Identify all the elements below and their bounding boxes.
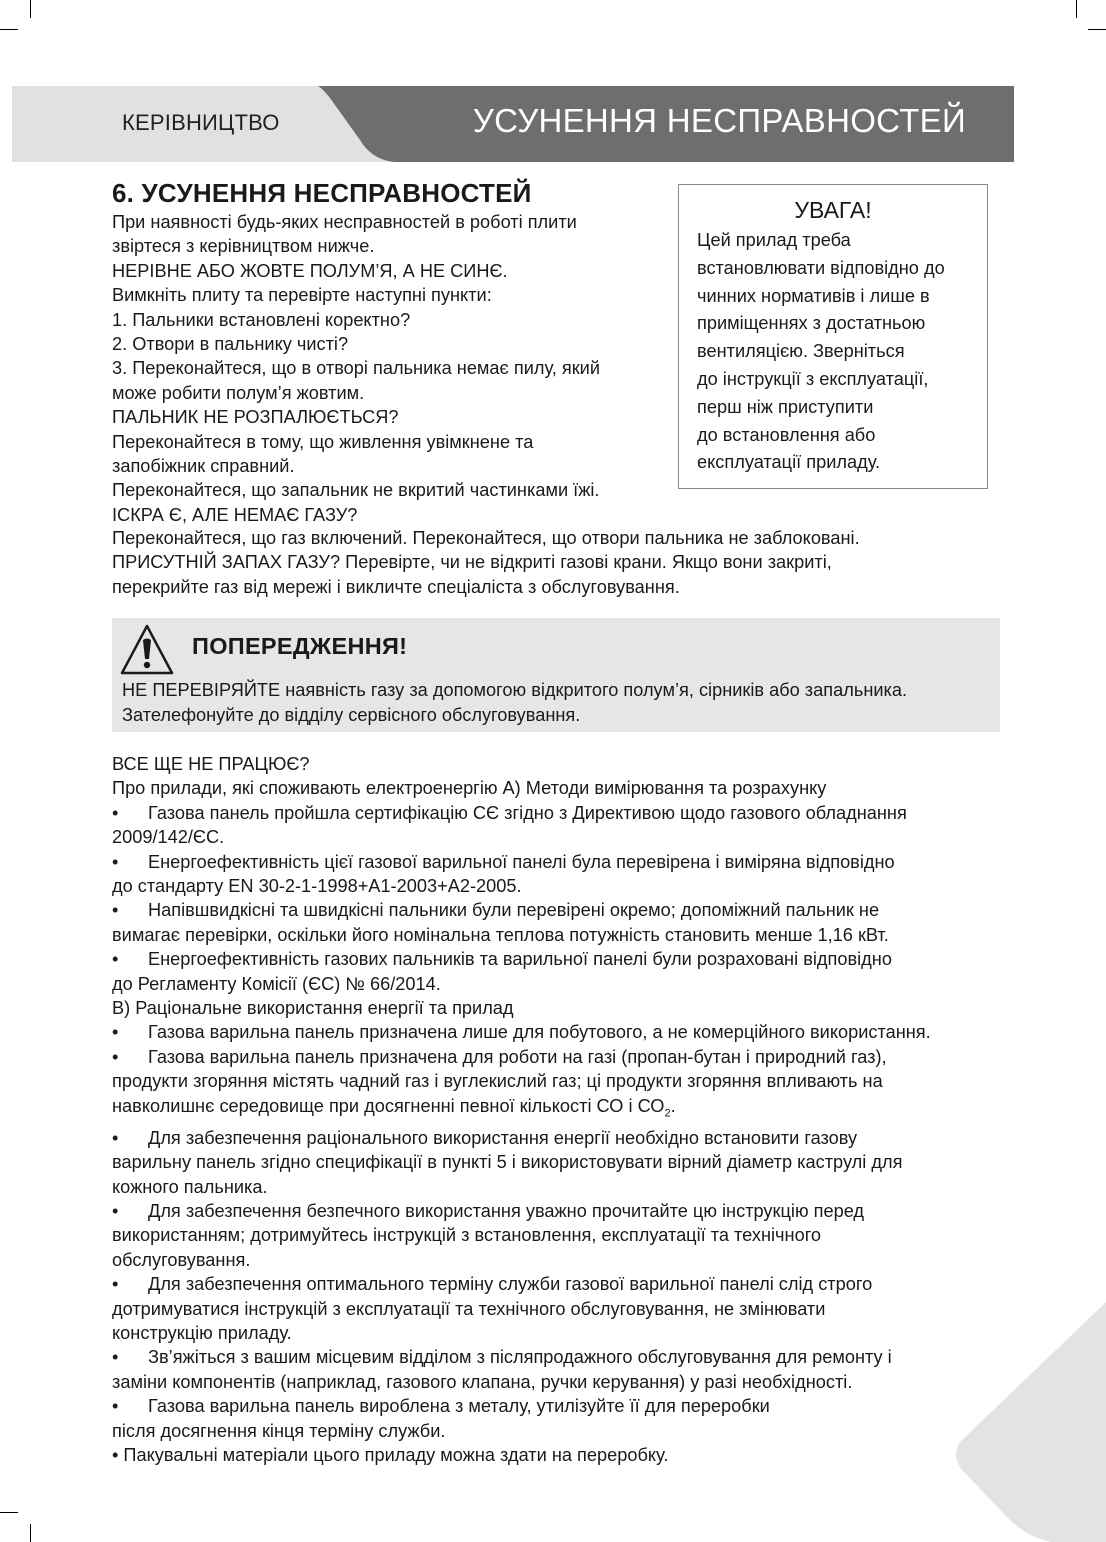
text-line: НЕ ПЕРЕВІРЯЙТЕ наявність газу за допомогою відкритого полум’я, сірників або запальника. <box>122 680 908 700</box>
bullet: • <box>112 900 119 921</box>
warning-title: ПОПЕРЕДЖЕННЯ! <box>192 633 408 659</box>
header-left-title: КЕРІВНИЦТВО <box>122 110 280 135</box>
list-item-text: навколишнє середовище при досягненні певної кількості СО і СО <box>112 1095 665 1116</box>
list-item-text: Зв’яжіться з вашим місцевим відділом з післяпродажного обслуговування для ремонту і <box>148 1347 892 1368</box>
text-line: звіртеся з керівництвом нижче. <box>112 236 375 257</box>
list-item <box>112 801 1012 825</box>
bullet: • <box>112 1347 119 1368</box>
text-line: 2. Отвори в пальнику чисті? <box>112 334 349 355</box>
list-item <box>112 1045 1012 1069</box>
intro-line: Про прилади, які споживають електроенергію А) Методи вимірювання та розрахунку <box>112 778 827 799</box>
list-item <box>112 850 1012 874</box>
text-line: до інструкції з експлуатації, <box>697 368 929 389</box>
text-line: встановлювати відповідно до <box>697 257 945 278</box>
list-item-continuation: кожного пальника. <box>112 1176 268 1197</box>
text-line: до встановлення або <box>697 424 876 445</box>
list-item <box>112 1272 1012 1296</box>
text-line: 3. Переконайтеся, що в отворі пальника немає пилу, який <box>112 358 601 379</box>
list-item <box>112 898 1012 922</box>
list-item-continuation: конструкцію приладу. <box>112 1322 292 1343</box>
text-line: приміщеннях з достатньою <box>697 313 926 334</box>
bullet: • <box>112 1274 119 1295</box>
list-item-text: Для забезпечення оптимального терміну служби газової варильної панелі слід строго <box>148 1274 873 1295</box>
text-line: Переконайтеся, що газ включений. Переконайтеся, що отвори пальника не заблоковані. <box>112 528 860 548</box>
list-item <box>112 1199 1012 1223</box>
bullet: • <box>112 1127 119 1148</box>
warning-triangle-icon <box>118 622 176 678</box>
text-line: ІСКРА Є, АЛЕ НЕМАЄ ГАЗУ? <box>112 504 358 525</box>
list-item-continuation: варильну панель згідно специфікації в пункті 5 і використовувати вірний діаметр каструлі для <box>112 1152 903 1173</box>
list-item-continuation: обслуговування. <box>112 1249 251 1270</box>
text-line: Зателефонуйте до відділу сервісного обслуговування. <box>122 705 581 725</box>
list-item <box>112 1126 1012 1150</box>
crop-mark <box>0 1512 18 1513</box>
text-line: чинних нормативів і лише в <box>697 285 930 306</box>
text-line: 1. Пальники встановлені коректно? <box>112 309 411 330</box>
text-line: вентиляцією. Зверніться <box>697 341 905 362</box>
crop-mark <box>30 1524 31 1542</box>
troubleshooting-text-wide <box>112 526 1012 599</box>
section-b-title: В) Раціональне використання енергії та прилад <box>112 998 514 1019</box>
text-line: При наявності будь-яких несправностей в роботі плити <box>112 212 577 232</box>
list-item-continuation: 2009/142/ЄС. <box>112 827 225 848</box>
text-line: ПРИСУТНІЙ ЗАПАХ ГАЗУ? Перевірте, чи не відкриті газові крани. Якщо вони закриті, <box>112 552 832 573</box>
list-item-continuation <box>112 1094 1012 1126</box>
list-item-text: Напівшвидкісні та швидкісні пальники були перевірені окремо; допоміжний пальник не <box>148 900 880 921</box>
text-line: ПАЛЬНИК НЕ РОЗПАЛЮЄТЬСЯ? <box>112 407 399 428</box>
text-line: Переконайтеся в тому, що живлення увімкнене та <box>112 431 534 452</box>
list-item-continuation: після досягнення кінця терміну служби. <box>112 1420 446 1441</box>
list-item-text: Енергоефективність цієї газової варильної панелі була перевірена і виміряна відповідно <box>148 851 895 872</box>
bullet: • <box>112 1200 119 1221</box>
list-item-continuation: дотримуватися інструкцій з експлуатації та технічного обслуговування, не змінювати <box>112 1298 826 1319</box>
subscript: 2 <box>664 1107 671 1120</box>
attention-box <box>678 184 988 489</box>
text-line: перш ніж приступити <box>697 396 874 417</box>
bullet: • <box>112 1022 119 1043</box>
punctuation: . <box>670 1095 676 1116</box>
header-band-dark <box>0 0 1106 170</box>
bullet: • <box>112 851 119 872</box>
list-item-continuation: до Регламенту Комісії (ЄС) № 66/2014. <box>112 973 441 994</box>
bullet: • <box>112 1396 119 1417</box>
text-line: Вимкніть плиту та перевірте наступні пункти: <box>112 285 492 306</box>
troubleshooting-text <box>112 210 672 527</box>
list-item <box>112 1394 1012 1418</box>
packaging-note: • Пакувальні матеріали цього приладу можна здати на переробку. <box>112 1445 669 1466</box>
bullet: • <box>112 949 119 970</box>
additional-info <box>112 752 1012 1467</box>
section-title: 6. УСУНЕННЯ НЕСПРАВНОСТЕЙ <box>112 178 532 208</box>
text-line: експлуатації приладу. <box>697 452 881 473</box>
bullet: • <box>112 1046 119 1067</box>
list-item <box>112 947 1012 971</box>
list-item-text: Для забезпечення безпечного використання уважно прочитайте цю інструкцію перед <box>148 1200 865 1221</box>
text-line: перекрийте газ від мережі і викличте спеціаліста з обслуговування. <box>112 576 680 597</box>
list-item-text: Газова варильна панель призначена лише для побутового, а не комерційного використання. <box>148 1022 931 1043</box>
attention-body <box>697 227 945 477</box>
warning-block <box>112 618 1000 732</box>
header-right-title: УСУНЕННЯ НЕСПРАВНОСТЕЙ <box>472 102 966 139</box>
list-item <box>112 1345 1012 1369</box>
list-item-continuation: використанням; дотримуйтесь інструкцій з встановлення, експлуатації та технічного <box>112 1225 822 1246</box>
corner-decoration <box>956 1302 1106 1542</box>
list-item-text: Газова панель пройшла сертифікацію СЄ згідно з Директивою щодо газового обладнання <box>148 802 907 823</box>
list-item-continuation: вимагає перевірки, оскільки його номінальна теплова потужність становить менше 1,16 кВт. <box>112 924 889 945</box>
text-line: НЕРІВНЕ АБО ЖОВТЕ ПОЛУМ’Я, А НЕ СИНЄ. <box>112 260 508 281</box>
list-item-text: Енергоефективність газових пальників та варильної панелі були розраховані відповідно <box>148 949 892 970</box>
text-line: Цей прилад треба <box>697 230 851 250</box>
text-line: може робити полум’я жовтим. <box>112 382 365 403</box>
list-item-text: Газова варильна панель вироблена з металу, утилізуйте її для переробки <box>148 1396 770 1417</box>
bullet: • <box>112 802 119 823</box>
text-line: запобіжник справний. <box>112 456 295 477</box>
list-item <box>112 1020 1012 1044</box>
list-item-continuation: продукти згоряння містять чадний газ і вуглекислий газ; ці продукти згоряння впливають на <box>112 1071 883 1092</box>
list-item-text: Газова варильна панель призначена для роботи на газі (пропан-бутан і природний газ), <box>148 1046 887 1067</box>
text-line: Переконайтеся, що запальник не вкритий частинками їжі. <box>112 480 600 501</box>
warning-text <box>122 678 907 728</box>
list-item-text: Для забезпечення раціонального використання енергії необхідно встановити газову <box>148 1127 858 1148</box>
list-item-continuation: заміни компонентів (наприклад, газового клапана, ручки керування) у разі необхідності. <box>112 1371 853 1392</box>
attention-title: УВАГА! <box>794 197 872 223</box>
still-not-working-title: ВСЕ ЩЕ НЕ ПРАЦЮЄ? <box>112 754 310 774</box>
list-item-continuation: до стандарту EN 30-2-1-1998+A1-2003+A2-2005. <box>112 876 522 897</box>
